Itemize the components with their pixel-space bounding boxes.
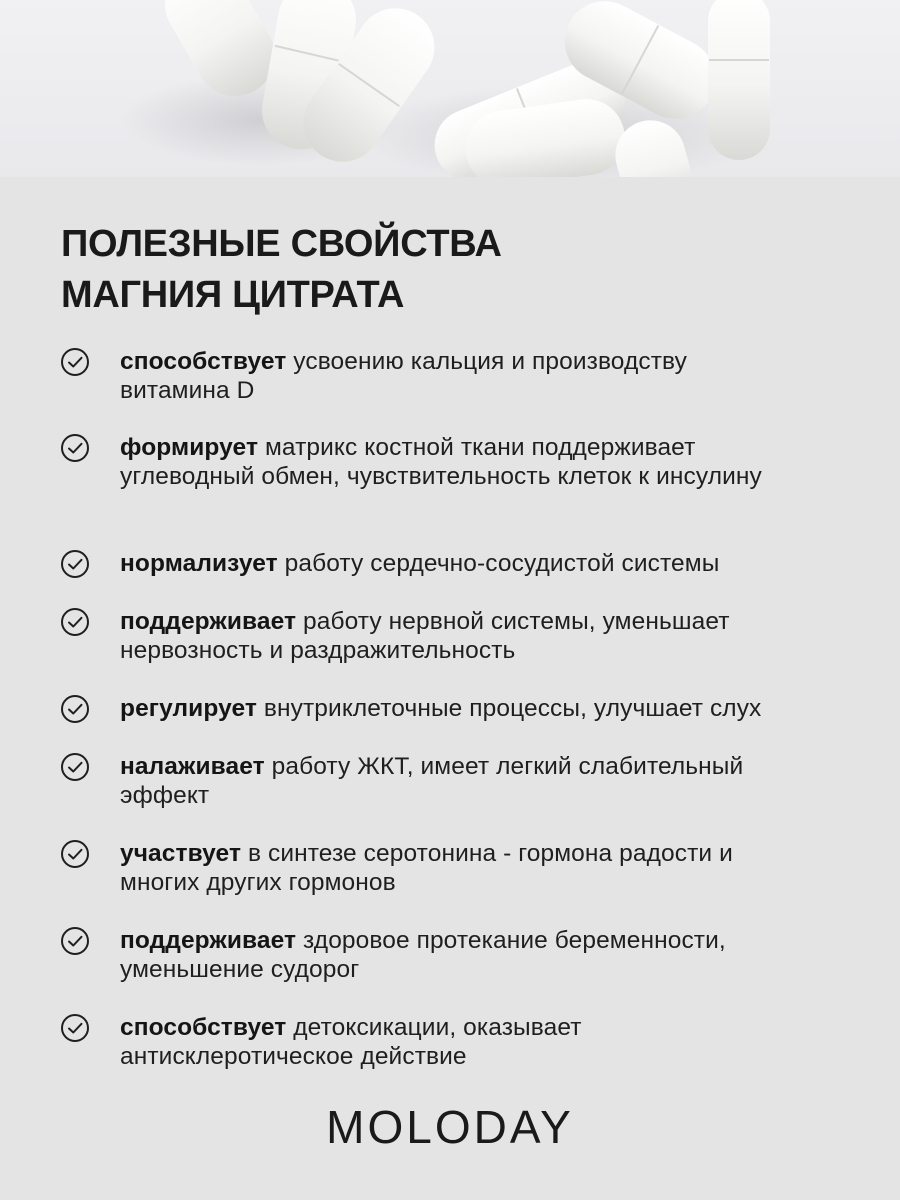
title-line-1: ПОЛЕЗНЫЕ СВОЙСТВА — [61, 223, 502, 265]
benefit-keyword: регулирует — [120, 695, 257, 722]
check-circle-icon — [60, 549, 90, 579]
benefit-keyword: поддерживает — [120, 927, 297, 954]
benefit-text — [120, 752, 810, 810]
benefit-text — [120, 839, 780, 897]
check-circle-icon — [60, 607, 90, 637]
benefit-keyword: налаживает — [120, 753, 265, 780]
benefit-description: работу сердечно-сосудистой системы — [277, 550, 720, 577]
benefit-description: усвоению кальция и производству витамина D — [120, 348, 687, 404]
benefit-description: детоксикации, оказывает антисклеротическое действие — [120, 1014, 582, 1070]
page-title — [61, 219, 502, 321]
benefit-text — [120, 1013, 640, 1071]
benefit-keyword: поддерживает — [120, 608, 297, 635]
check-circle-icon — [60, 433, 90, 463]
benefit-description: в синтезе серотонина - гормона радости и многих других гормонов — [120, 840, 733, 896]
check-circle-icon — [60, 926, 90, 956]
benefit-keyword: способствует — [120, 1014, 287, 1041]
benefit-keyword: нормализует — [120, 550, 278, 577]
benefit-description: здоровое протекание беременности, уменьшение судорог — [120, 927, 726, 983]
capsule-shape — [708, 0, 770, 160]
benefit-text — [120, 694, 850, 723]
check-circle-icon — [60, 839, 90, 869]
benefit-description: внутриклеточные процессы, улучшает слух — [256, 695, 762, 722]
check-circle-icon — [60, 1013, 90, 1043]
benefit-text — [120, 607, 800, 665]
benefit-text — [120, 926, 800, 984]
benefit-keyword: способствует — [120, 348, 287, 375]
benefit-text — [120, 549, 840, 578]
hero-capsules-image — [0, 0, 900, 177]
check-circle-icon — [60, 752, 90, 782]
title-line-2: МАГНИЯ ЦИТРАТА — [61, 274, 405, 316]
benefit-text — [120, 433, 785, 491]
benefit-description: работу ЖКТ, имеет легкий слабительный эффект — [120, 753, 744, 809]
brand-logo: MOLODAY — [326, 1101, 574, 1153]
benefit-keyword: участвует — [120, 840, 242, 867]
benefit-description: работу нервной системы, уменьшает нервозность и раздражительность — [120, 608, 730, 664]
benefit-keyword: формирует — [120, 434, 259, 461]
benefit-text — [120, 347, 760, 405]
benefit-description: матрикс костной ткани поддерживает углеводный обмен, чувствительность клеток к инсулину — [120, 434, 762, 490]
check-circle-icon — [60, 347, 90, 377]
content-panel — [0, 177, 900, 1200]
check-circle-icon — [60, 694, 90, 724]
